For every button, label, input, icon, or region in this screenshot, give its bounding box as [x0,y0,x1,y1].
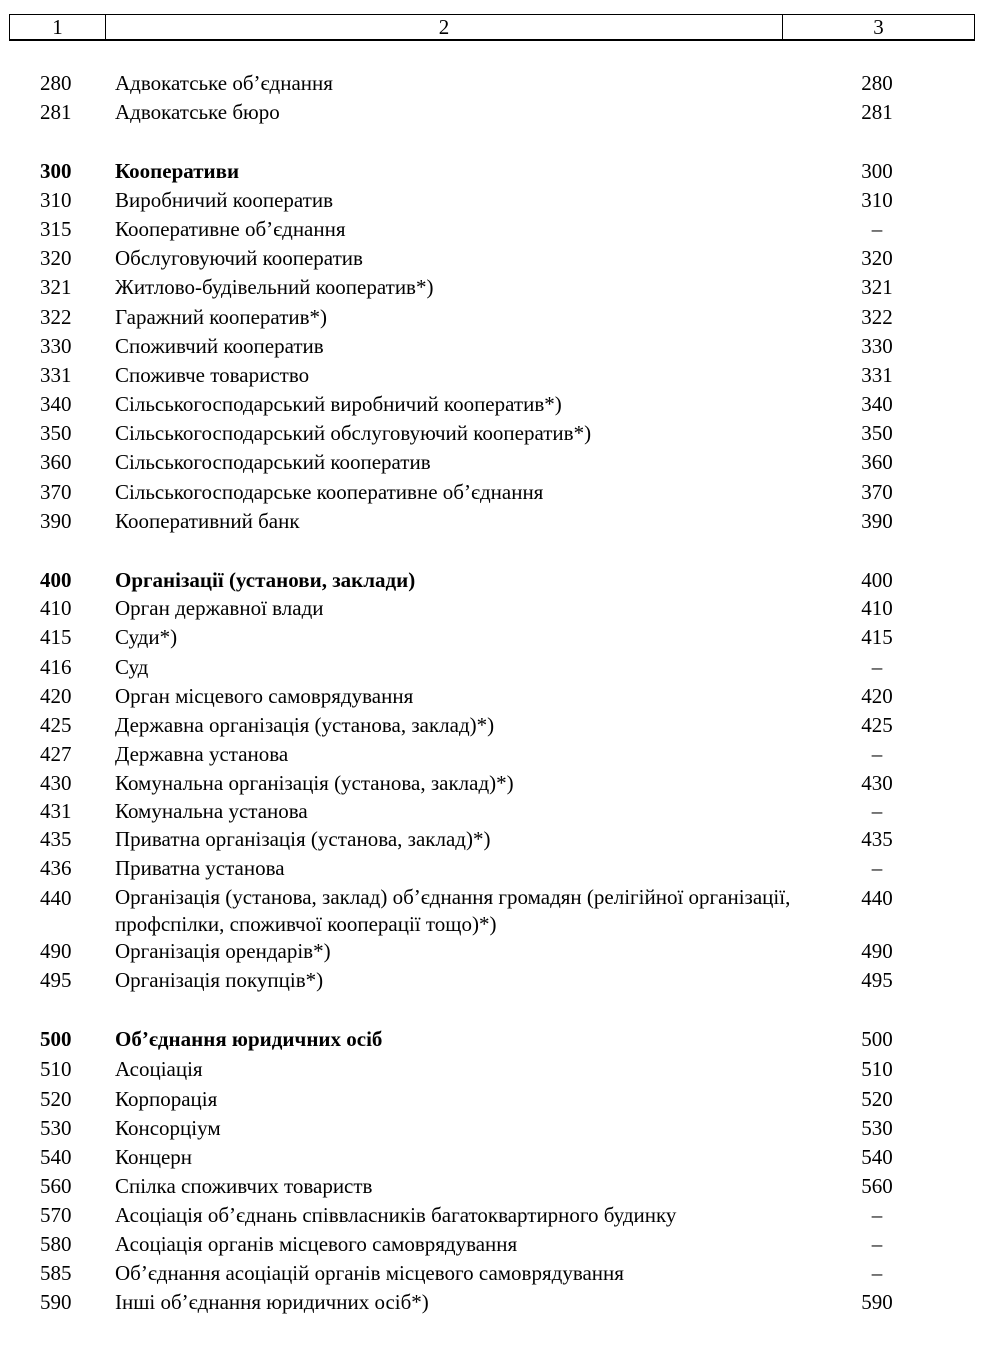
row-name: Приватна установа [115,856,285,880]
table-row [0,682,982,710]
row-name: Обслуговуючий кооператив [115,246,363,270]
row-code: 585 [40,1261,72,1285]
row-reference-code: 510 [861,1057,893,1081]
row-reference-code: 310 [861,188,893,212]
row-code: 400 [40,568,72,592]
row-name: Асоціація органів місцевого самоврядування [115,1232,518,1256]
table-row [0,966,982,994]
row-name: Кооперативне об’єднання [115,217,346,241]
row-reference-code: 520 [861,1087,893,1111]
row-reference-code: 322 [861,305,893,329]
table-row [0,594,982,622]
row-code: 590 [40,1290,72,1314]
row-reference-code: 415 [861,625,893,649]
table-row [0,303,982,331]
row-code: 425 [40,713,72,737]
row-code: 570 [40,1203,72,1227]
row-code: 320 [40,246,72,270]
row-reference-code: 435 [861,827,893,851]
row-reference-code: – [871,1203,883,1227]
row-name: Спілка споживчих товариств [115,1174,373,1198]
table-row [0,711,982,739]
row-reference-code: 410 [861,596,893,620]
row-code: 427 [40,742,72,766]
row-name: Асоціація об’єднань співвласників багатоквартирного будинку [115,1203,677,1227]
table-row [0,244,982,272]
row-name: Суди*) [115,625,178,649]
row-reference-code: 540 [861,1145,893,1169]
row-reference-code: – [871,1232,883,1256]
row-reference-code: 420 [861,684,893,708]
row-code: 280 [40,71,72,95]
row-name: Суд [115,655,149,679]
row-reference-code: – [871,799,883,823]
row-name: Адвокатське бюро [115,100,280,124]
table-row [0,1143,982,1171]
row-name: Консорціум [115,1116,221,1140]
row-reference-code: 370 [861,480,893,504]
table-row [0,98,982,126]
table-row [0,884,982,936]
row-name: Комунальна організація (установа, заклад)*) [115,771,514,795]
row-reference-code: 321 [861,275,893,299]
row-name: Виробничий кооператив [115,188,333,212]
column-header-1: 1 [10,15,106,39]
row-name: Житлово-будівельний кооператив*) [115,275,434,299]
table-row [0,1230,982,1258]
row-name: Організації (установи, заклади) [115,568,416,592]
row-name: Сільськогосподарський кооператив [115,450,431,474]
row-code: 350 [40,421,72,445]
row-code: 300 [40,159,72,183]
row-reference-code: 300 [861,159,893,183]
row-code: 540 [40,1145,72,1169]
table-row [0,1085,982,1113]
row-code: 331 [40,363,72,387]
row-name: Асоціація [115,1057,203,1081]
row-code: 560 [40,1174,72,1198]
row-name: Сільськогосподарський обслуговуючий кооператив*) [115,421,592,445]
table-row [0,186,982,214]
row-reference-code: 280 [861,71,893,95]
row-name: Організація покупців*) [115,968,324,992]
row-code: 330 [40,334,72,358]
row-reference-code: 495 [861,968,893,992]
row-code: 520 [40,1087,72,1111]
row-name: Інші об’єднання юридичних осіб*) [115,1290,429,1314]
row-reference-code: 560 [861,1174,893,1198]
row-reference-code: 350 [861,421,893,445]
row-name: Організація орендарів*) [115,939,331,963]
row-name: Сільськогосподарський виробничий кооператив*) [115,392,562,416]
row-name: Концерн [115,1145,192,1169]
table-row [0,1259,982,1287]
row-reference-code: – [871,856,883,880]
row-code: 420 [40,684,72,708]
row-code: 440 [40,886,72,910]
table-row [0,1114,982,1142]
section-heading-row [0,1025,982,1053]
table-row [0,623,982,651]
row-code: 322 [40,305,72,329]
row-name: Державна організація (установа, заклад)*) [115,713,495,737]
table-row [0,361,982,389]
row-code: 340 [40,392,72,416]
row-name: Орган місцевого самоврядування [115,684,414,708]
row-code: 500 [40,1027,72,1051]
row-code: 281 [40,100,72,124]
row-code: 435 [40,827,72,851]
row-name: Об’єднання юридичних осіб [115,1027,383,1051]
row-code: 580 [40,1232,72,1256]
section-heading-row [0,566,982,594]
row-reference-code: 430 [861,771,893,795]
table-row [0,273,982,301]
table-row [0,797,982,825]
row-code: 510 [40,1057,72,1081]
row-code: 415 [40,625,72,649]
row-name: Орган державної влади [115,596,324,620]
row-name: Приватна організація (установа, заклад)*) [115,827,491,851]
table-row [0,937,982,965]
table-row [0,769,982,797]
table-row [0,215,982,243]
row-code: 431 [40,799,72,823]
row-code: 410 [40,596,72,620]
row-reference-code: – [871,217,883,241]
row-name: Гаражний кооператив*) [115,305,328,329]
row-code: 416 [40,655,72,679]
row-reference-code: 330 [861,334,893,358]
row-code: 530 [40,1116,72,1140]
row-name: Корпорація [115,1087,218,1111]
table-row [0,740,982,768]
row-reference-code: 281 [861,100,893,124]
table-row [0,854,982,882]
row-code: 436 [40,856,72,880]
row-reference-code: 530 [861,1116,893,1140]
table-row [0,419,982,447]
column-header-3: 3 [873,14,884,39]
row-name: Об’єднання асоціацій органів місцевого самоврядування [115,1261,624,1285]
row-code: 490 [40,939,72,963]
row-reference-code: 425 [861,713,893,737]
row-code: 310 [40,188,72,212]
row-reference-code: 400 [861,568,893,592]
row-code: 370 [40,480,72,504]
row-reference-code: – [871,1261,883,1285]
row-name: Державна установа [115,742,289,766]
row-reference-code: 340 [861,392,893,416]
row-name: Сільськогосподарське кооперативне об’єднання [115,480,544,504]
row-reference-code: – [871,742,883,766]
table-row [0,1201,982,1229]
row-reference-code: – [871,655,883,679]
column-header-table [9,14,975,41]
row-reference-code: 500 [861,1027,893,1051]
row-name: Кооперативний банк [115,509,300,533]
row-code: 390 [40,509,72,533]
row-reference-code: 331 [861,363,893,387]
table-row [0,1055,982,1083]
row-code: 360 [40,450,72,474]
table-row [0,332,982,360]
row-name: Кооперативи [115,159,240,183]
row-name: Комунальна установа [115,799,308,823]
row-reference-code: 490 [861,939,893,963]
row-reference-code: 320 [861,246,893,270]
row-name: Споживче товариство [115,363,310,387]
table-row [0,390,982,418]
row-name: Споживчий кооператив [115,334,324,358]
table-row [0,1288,982,1316]
table-row [0,653,982,681]
row-code: 315 [40,217,72,241]
table-row [0,825,982,853]
row-reference-code: 440 [861,886,893,910]
row-code: 321 [40,275,72,299]
row-reference-code: 390 [861,509,893,533]
row-reference-code: 590 [861,1290,893,1314]
row-name: Організація (установа, заклад) об’єднання громадян (релігійної організації, профспілки, споживчої кооперації тощо)*) [115,885,791,936]
column-header-2: 2 [106,15,783,39]
row-name: Адвокатське об’єднання [115,71,333,95]
table-row [0,1172,982,1200]
table-row [0,478,982,506]
row-reference-code: 360 [861,450,893,474]
row-code: 430 [40,771,72,795]
table-row [0,69,982,97]
table-row [0,448,982,476]
row-code: 495 [40,968,72,992]
section-heading-row [0,157,982,185]
table-row [0,507,982,535]
